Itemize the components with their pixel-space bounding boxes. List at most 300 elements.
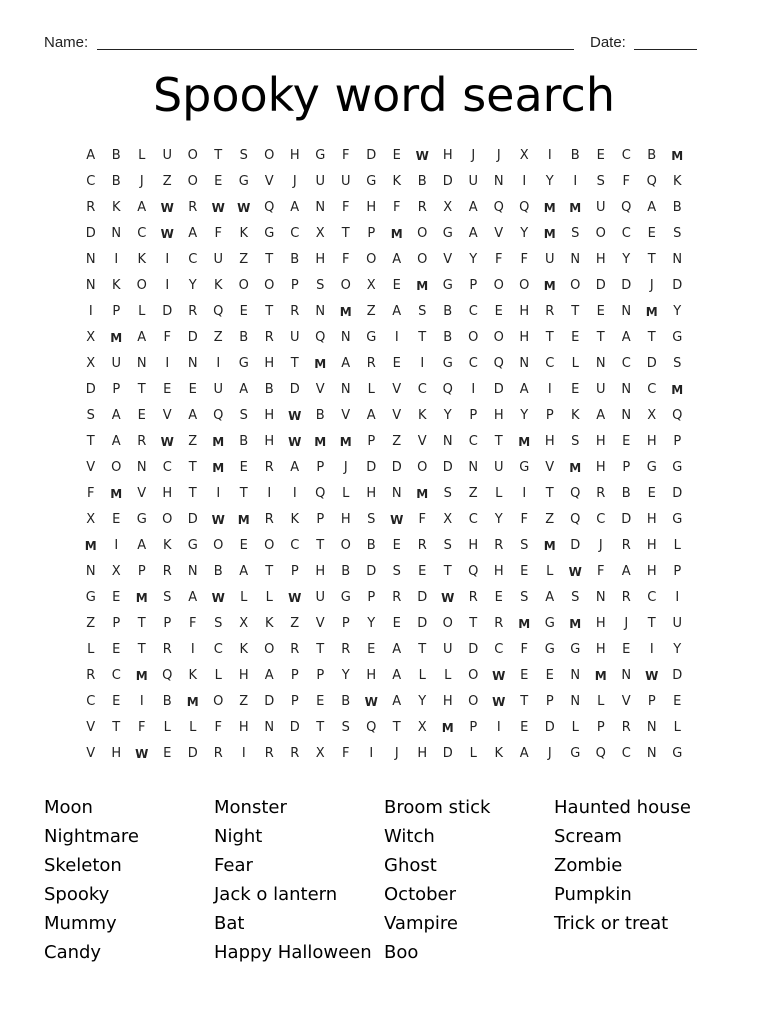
grid-letter[interactable]: D (442, 746, 453, 761)
grid-letter[interactable]: F (495, 252, 503, 267)
grid-letter[interactable]: D (187, 746, 198, 761)
grid-letter[interactable]: D (289, 720, 300, 735)
grid-letter[interactable]: G (136, 512, 147, 527)
grid-letter[interactable]: Q (595, 746, 606, 761)
grid-letter[interactable]: R (290, 304, 300, 319)
grid-letter[interactable]: M (186, 695, 199, 709)
grid-letter[interactable]: H (595, 642, 606, 657)
grid-letter[interactable]: I (649, 642, 654, 657)
grid-letter[interactable]: B (315, 408, 325, 423)
grid-letter[interactable]: E (163, 382, 172, 397)
grid-letter[interactable]: O (468, 330, 479, 345)
grid-letter[interactable]: C (137, 226, 147, 241)
grid-letter[interactable]: J (547, 746, 552, 761)
grid-letter[interactable]: H (544, 434, 555, 449)
grid-letter[interactable]: V (545, 460, 555, 475)
grid-letter[interactable]: S (86, 408, 95, 423)
grid-letter[interactable]: V (86, 460, 96, 475)
grid-letter[interactable]: W (415, 149, 429, 163)
grid-letter[interactable]: E (239, 538, 248, 553)
grid-letter[interactable]: R (137, 434, 147, 449)
grid-letter[interactable]: N (646, 746, 657, 761)
grid-letter[interactable]: V (86, 720, 96, 735)
grid-letter[interactable]: I (394, 330, 399, 345)
grid-letter[interactable]: I (292, 486, 297, 501)
grid-letter[interactable]: F (342, 252, 350, 267)
grid-letter[interactable]: T (137, 616, 146, 631)
grid-letter[interactable]: D (264, 694, 275, 709)
grid-letter[interactable]: C (647, 590, 657, 605)
grid-letter[interactable]: E (239, 460, 248, 475)
grid-letter[interactable]: E (673, 694, 682, 709)
grid-letter[interactable]: E (418, 564, 427, 579)
grid-letter[interactable]: D (595, 278, 606, 293)
grid-letter[interactable]: C (111, 668, 121, 683)
grid-letter[interactable]: N (519, 356, 530, 371)
grid-letter[interactable]: T (494, 434, 503, 449)
grid-letter[interactable]: L (189, 720, 197, 735)
grid-letter[interactable]: W (492, 695, 506, 709)
grid-letter[interactable]: N (468, 460, 479, 475)
grid-letter[interactable]: G (672, 746, 683, 761)
grid-letter[interactable]: P (137, 564, 146, 579)
grid-letter[interactable]: G (570, 642, 581, 657)
grid-letter[interactable]: B (111, 174, 121, 189)
grid-letter[interactable]: D (366, 564, 377, 579)
grid-letter[interactable]: G (238, 356, 249, 371)
grid-letter[interactable]: C (621, 148, 631, 163)
grid-letter[interactable]: M (135, 591, 148, 605)
grid-letter[interactable]: R (545, 304, 555, 319)
grid-letter[interactable]: V (621, 694, 631, 709)
grid-letter[interactable]: I (190, 642, 195, 657)
grid-letter[interactable]: N (187, 564, 198, 579)
grid-letter[interactable]: Y (545, 174, 554, 189)
grid-letter[interactable]: Z (392, 434, 402, 449)
grid-letter[interactable]: E (163, 746, 172, 761)
grid-letter[interactable]: O (187, 148, 198, 163)
grid-letter[interactable]: H (468, 538, 479, 553)
grid-letter[interactable]: M (543, 227, 556, 241)
grid-letter[interactable]: T (316, 538, 325, 553)
grid-letter[interactable]: T (290, 356, 299, 371)
grid-letter[interactable]: N (136, 356, 147, 371)
grid-letter[interactable]: J (598, 538, 603, 553)
grid-letter[interactable]: M (569, 201, 582, 215)
grid-letter[interactable]: D (85, 382, 96, 397)
grid-letter[interactable]: L (87, 642, 95, 657)
grid-letter[interactable]: C (468, 304, 478, 319)
grid-letter[interactable]: X (86, 330, 96, 345)
grid-letter[interactable]: F (163, 330, 171, 345)
grid-letter[interactable]: M (237, 513, 250, 527)
grid-letter[interactable]: L (673, 538, 681, 553)
grid-letter[interactable]: A (468, 200, 478, 215)
grid-letter[interactable]: P (290, 278, 299, 293)
grid-letter[interactable]: P (673, 564, 682, 579)
grid-letter[interactable]: F (520, 642, 528, 657)
grid-letter[interactable]: O (136, 278, 147, 293)
grid-letter[interactable]: O (417, 252, 428, 267)
grid-letter[interactable]: H (646, 538, 657, 553)
grid-letter[interactable]: C (596, 512, 606, 527)
grid-letter[interactable]: Y (443, 408, 452, 423)
grid-letter[interactable]: O (187, 174, 198, 189)
grid-letter[interactable]: N (85, 278, 96, 293)
grid-letter[interactable]: T (137, 642, 146, 657)
grid-letter[interactable]: Y (469, 252, 478, 267)
grid-letter[interactable]: A (392, 304, 402, 319)
grid-letter[interactable]: S (443, 486, 452, 501)
grid-letter[interactable]: D (468, 642, 479, 657)
grid-letter[interactable]: E (188, 382, 197, 397)
grid-letter[interactable]: I (369, 746, 374, 761)
grid-letter[interactable]: D (442, 174, 453, 189)
grid-letter[interactable]: F (597, 564, 605, 579)
grid-letter[interactable]: V (392, 408, 402, 423)
grid-letter[interactable]: E (392, 356, 401, 371)
grid-letter[interactable]: L (265, 590, 273, 605)
grid-letter[interactable]: D (621, 512, 632, 527)
grid-letter[interactable]: U (595, 200, 606, 215)
grid-letter[interactable]: F (342, 746, 350, 761)
grid-letter[interactable]: T (647, 252, 656, 267)
grid-letter[interactable]: K (672, 174, 682, 189)
grid-letter[interactable]: Z (86, 616, 96, 631)
grid-letter[interactable]: Y (367, 616, 376, 631)
grid-letter[interactable]: V (494, 226, 504, 241)
grid-letter[interactable]: N (621, 382, 632, 397)
grid-letter[interactable]: I (165, 252, 170, 267)
grid-letter[interactable]: Q (493, 356, 504, 371)
grid-letter[interactable]: X (443, 512, 453, 527)
grid-letter[interactable]: L (214, 668, 222, 683)
grid-letter[interactable]: Q (213, 304, 224, 319)
grid-letter[interactable]: H (595, 616, 606, 631)
grid-letter[interactable]: S (367, 512, 376, 527)
grid-letter[interactable]: U (111, 356, 121, 371)
grid-letter[interactable]: I (216, 356, 221, 371)
grid-letter[interactable]: T (443, 564, 452, 579)
grid-letter[interactable]: M (518, 617, 531, 631)
grid-letter[interactable]: P (469, 720, 478, 735)
grid-letter[interactable]: T (520, 694, 529, 709)
grid-letter[interactable]: C (494, 642, 504, 657)
grid-letter[interactable]: G (315, 148, 326, 163)
grid-letter[interactable]: Z (239, 694, 249, 709)
grid-letter[interactable]: P (316, 668, 325, 683)
grid-letter[interactable]: J (394, 746, 399, 761)
grid-letter[interactable]: S (316, 278, 325, 293)
grid-letter[interactable]: L (673, 720, 681, 735)
grid-letter[interactable]: N (672, 252, 683, 267)
grid-letter[interactable]: P (290, 694, 299, 709)
grid-letter[interactable]: I (496, 720, 501, 735)
grid-letter[interactable]: C (621, 356, 631, 371)
grid-letter[interactable]: G (672, 330, 683, 345)
grid-letter[interactable]: U (672, 616, 682, 631)
grid-letter[interactable]: R (341, 642, 351, 657)
grid-letter[interactable]: M (569, 461, 582, 475)
grid-letter[interactable]: D (621, 278, 632, 293)
grid-letter[interactable]: J (649, 278, 654, 293)
grid-letter[interactable]: F (418, 512, 426, 527)
grid-letter[interactable]: N (391, 486, 402, 501)
grid-letter[interactable]: X (315, 746, 325, 761)
grid-letter[interactable]: E (520, 720, 529, 735)
grid-letter[interactable]: I (241, 746, 246, 761)
grid-letter[interactable]: C (86, 174, 96, 189)
grid-letter[interactable]: M (441, 721, 454, 735)
grid-letter[interactable]: O (340, 278, 351, 293)
grid-letter[interactable]: A (188, 408, 198, 423)
grid-letter[interactable]: U (468, 174, 478, 189)
grid-letter[interactable]: D (442, 460, 453, 475)
grid-letter[interactable]: M (390, 227, 403, 241)
grid-letter[interactable]: M (110, 331, 123, 345)
grid-letter[interactable]: P (469, 408, 478, 423)
grid-letter[interactable]: A (545, 590, 555, 605)
grid-letter[interactable]: L (546, 564, 554, 579)
grid-letter[interactable]: X (519, 148, 529, 163)
grid-letter[interactable]: H (366, 486, 377, 501)
grid-letter[interactable]: S (520, 590, 529, 605)
grid-letter[interactable]: H (646, 512, 657, 527)
grid-letter[interactable]: B (239, 434, 249, 449)
grid-letter[interactable]: A (188, 590, 198, 605)
grid-letter[interactable]: S (571, 226, 580, 241)
grid-letter[interactable]: X (86, 356, 96, 371)
grid-letter[interactable]: Q (213, 408, 224, 423)
grid-letter[interactable]: V (162, 408, 172, 423)
grid-letter[interactable]: F (342, 148, 350, 163)
grid-letter[interactable]: D (366, 460, 377, 475)
grid-letter[interactable]: T (316, 720, 325, 735)
grid-letter[interactable]: S (571, 590, 580, 605)
grid-letter[interactable]: P (596, 720, 605, 735)
grid-letter[interactable]: C (162, 460, 172, 475)
grid-letter[interactable]: E (571, 382, 580, 397)
grid-letter[interactable]: I (267, 486, 272, 501)
grid-letter[interactable]: O (595, 226, 606, 241)
grid-letter[interactable]: L (571, 720, 579, 735)
grid-letter[interactable]: R (417, 200, 427, 215)
grid-letter[interactable]: W (288, 435, 302, 449)
grid-letter[interactable]: V (341, 408, 351, 423)
grid-letter[interactable]: H (417, 746, 428, 761)
grid-letter[interactable]: L (342, 486, 350, 501)
grid-letter[interactable]: A (290, 460, 300, 475)
grid-letter[interactable]: U (315, 174, 325, 189)
grid-letter[interactable]: Z (188, 434, 198, 449)
grid-letter[interactable]: C (290, 538, 300, 553)
grid-letter[interactable]: B (443, 330, 453, 345)
grid-letter[interactable]: P (316, 460, 325, 475)
grid-letter[interactable]: N (621, 668, 632, 683)
grid-letter[interactable]: O (468, 694, 479, 709)
grid-letter[interactable]: W (211, 201, 225, 215)
grid-letter[interactable]: W (211, 513, 225, 527)
grid-letter[interactable]: R (188, 304, 198, 319)
grid-letter[interactable]: L (469, 746, 477, 761)
grid-letter[interactable]: R (392, 590, 402, 605)
grid-letter[interactable]: W (492, 669, 506, 683)
grid-letter[interactable]: E (392, 278, 401, 293)
grid-letter[interactable]: H (315, 252, 326, 267)
grid-letter[interactable]: L (163, 720, 171, 735)
grid-letter[interactable]: N (442, 434, 453, 449)
grid-letter[interactable]: R (366, 356, 376, 371)
grid-letter[interactable]: A (519, 746, 529, 761)
grid-letter[interactable]: E (214, 174, 223, 189)
grid-letter[interactable]: T (137, 382, 146, 397)
grid-letter[interactable]: F (393, 200, 401, 215)
grid-letter[interactable]: K (239, 226, 249, 241)
grid-letter[interactable]: F (189, 616, 197, 631)
grid-letter[interactable]: E (622, 434, 631, 449)
grid-letter[interactable]: A (468, 226, 478, 241)
grid-letter[interactable]: Q (570, 486, 581, 501)
grid-letter[interactable]: R (264, 460, 274, 475)
grid-letter[interactable]: D (366, 148, 377, 163)
grid-letter[interactable]: W (364, 695, 378, 709)
grid-letter[interactable]: B (417, 174, 427, 189)
grid-letter[interactable]: G (442, 356, 453, 371)
grid-letter[interactable]: F (214, 226, 222, 241)
grid-letter[interactable]: Y (188, 278, 197, 293)
grid-letter[interactable]: T (545, 330, 554, 345)
grid-letter[interactable]: R (264, 512, 274, 527)
grid-letter[interactable]: R (213, 746, 223, 761)
grid-letter[interactable]: W (390, 513, 404, 527)
date-blank-line[interactable] (634, 49, 697, 50)
grid-letter[interactable]: F (214, 720, 222, 735)
grid-letter[interactable]: B (443, 304, 453, 319)
grid-letter[interactable]: L (418, 668, 426, 683)
grid-letter[interactable]: B (672, 200, 682, 215)
grid-letter[interactable]: D (672, 668, 683, 683)
grid-letter[interactable]: N (264, 720, 275, 735)
grid-letter[interactable]: A (111, 434, 121, 449)
grid-letter[interactable]: O (570, 278, 581, 293)
grid-letter[interactable]: E (520, 564, 529, 579)
grid-letter[interactable]: O (264, 642, 275, 657)
grid-letter[interactable]: J (343, 460, 348, 475)
grid-letter[interactable]: I (420, 356, 425, 371)
grid-letter[interactable]: E (316, 694, 325, 709)
grid-letter[interactable]: E (392, 616, 401, 631)
grid-letter[interactable]: K (162, 538, 172, 553)
grid-letter[interactable]: G (672, 512, 683, 527)
grid-letter[interactable]: O (340, 538, 351, 553)
grid-letter[interactable]: M (671, 383, 684, 397)
grid-letter[interactable]: L (571, 356, 579, 371)
grid-letter[interactable]: M (518, 435, 531, 449)
grid-letter[interactable]: W (568, 565, 582, 579)
grid-letter[interactable]: P (112, 382, 121, 397)
grid-letter[interactable]: T (265, 252, 274, 267)
grid-letter[interactable]: R (290, 746, 300, 761)
grid-letter[interactable]: N (621, 408, 632, 423)
grid-letter[interactable]: M (569, 617, 582, 631)
grid-letter[interactable]: R (86, 200, 96, 215)
grid-letter[interactable]: X (417, 720, 427, 735)
grid-letter[interactable]: C (621, 226, 631, 241)
grid-letter[interactable]: A (341, 356, 351, 371)
grid-letter[interactable]: Y (494, 512, 503, 527)
grid-letter[interactable]: L (240, 590, 248, 605)
grid-letter[interactable]: R (188, 200, 198, 215)
grid-letter[interactable]: L (444, 668, 452, 683)
grid-letter[interactable]: S (443, 538, 452, 553)
grid-letter[interactable]: Q (162, 668, 173, 683)
grid-letter[interactable]: E (392, 148, 401, 163)
grid-letter[interactable]: S (673, 226, 682, 241)
grid-letter[interactable]: D (672, 278, 683, 293)
grid-letter[interactable]: W (237, 201, 251, 215)
grid-letter[interactable]: S (571, 434, 580, 449)
grid-letter[interactable]: D (162, 304, 173, 319)
grid-letter[interactable]: B (239, 330, 249, 345)
grid-letter[interactable]: C (417, 382, 427, 397)
grid-letter[interactable]: G (85, 590, 96, 605)
grid-letter[interactable]: A (264, 668, 274, 683)
grid-letter[interactable]: U (315, 590, 325, 605)
grid-letter[interactable]: R (162, 642, 172, 657)
grid-letter[interactable]: A (137, 330, 147, 345)
grid-letter[interactable]: B (290, 252, 300, 267)
grid-letter[interactable]: A (647, 200, 657, 215)
grid-letter[interactable]: R (264, 746, 274, 761)
grid-letter[interactable]: E (494, 590, 503, 605)
grid-letter[interactable]: S (341, 720, 350, 735)
grid-letter[interactable]: D (289, 382, 300, 397)
grid-letter[interactable]: O (264, 278, 275, 293)
grid-letter[interactable]: S (392, 564, 401, 579)
grid-letter[interactable]: Z (290, 616, 300, 631)
grid-letter[interactable]: I (114, 538, 119, 553)
grid-letter[interactable]: L (495, 486, 503, 501)
grid-letter[interactable]: L (138, 148, 146, 163)
grid-letter[interactable]: A (137, 200, 147, 215)
grid-letter[interactable]: B (366, 538, 376, 553)
grid-letter[interactable]: T (596, 330, 605, 345)
grid-letter[interactable]: C (468, 434, 478, 449)
grid-letter[interactable]: V (315, 616, 325, 631)
grid-letter[interactable]: K (137, 252, 147, 267)
grid-letter[interactable]: F (138, 720, 146, 735)
grid-letter[interactable]: E (647, 226, 656, 241)
grid-letter[interactable]: D (187, 512, 198, 527)
grid-letter[interactable]: C (545, 356, 555, 371)
grid-letter[interactable]: T (112, 720, 121, 735)
grid-letter[interactable]: O (213, 694, 224, 709)
grid-letter[interactable]: Y (520, 226, 529, 241)
grid-letter[interactable]: M (645, 305, 658, 319)
grid-letter[interactable]: E (112, 694, 121, 709)
grid-letter[interactable]: N (493, 174, 504, 189)
grid-letter[interactable]: X (111, 564, 121, 579)
grid-letter[interactable]: R (494, 538, 504, 553)
grid-letter[interactable]: Y (418, 694, 427, 709)
grid-letter[interactable]: A (239, 382, 249, 397)
grid-letter[interactable]: E (494, 304, 503, 319)
grid-letter[interactable]: H (315, 564, 326, 579)
grid-letter[interactable]: T (316, 642, 325, 657)
grid-letter[interactable]: R (621, 720, 631, 735)
grid-letter[interactable]: A (596, 408, 606, 423)
grid-letter[interactable]: K (111, 200, 121, 215)
